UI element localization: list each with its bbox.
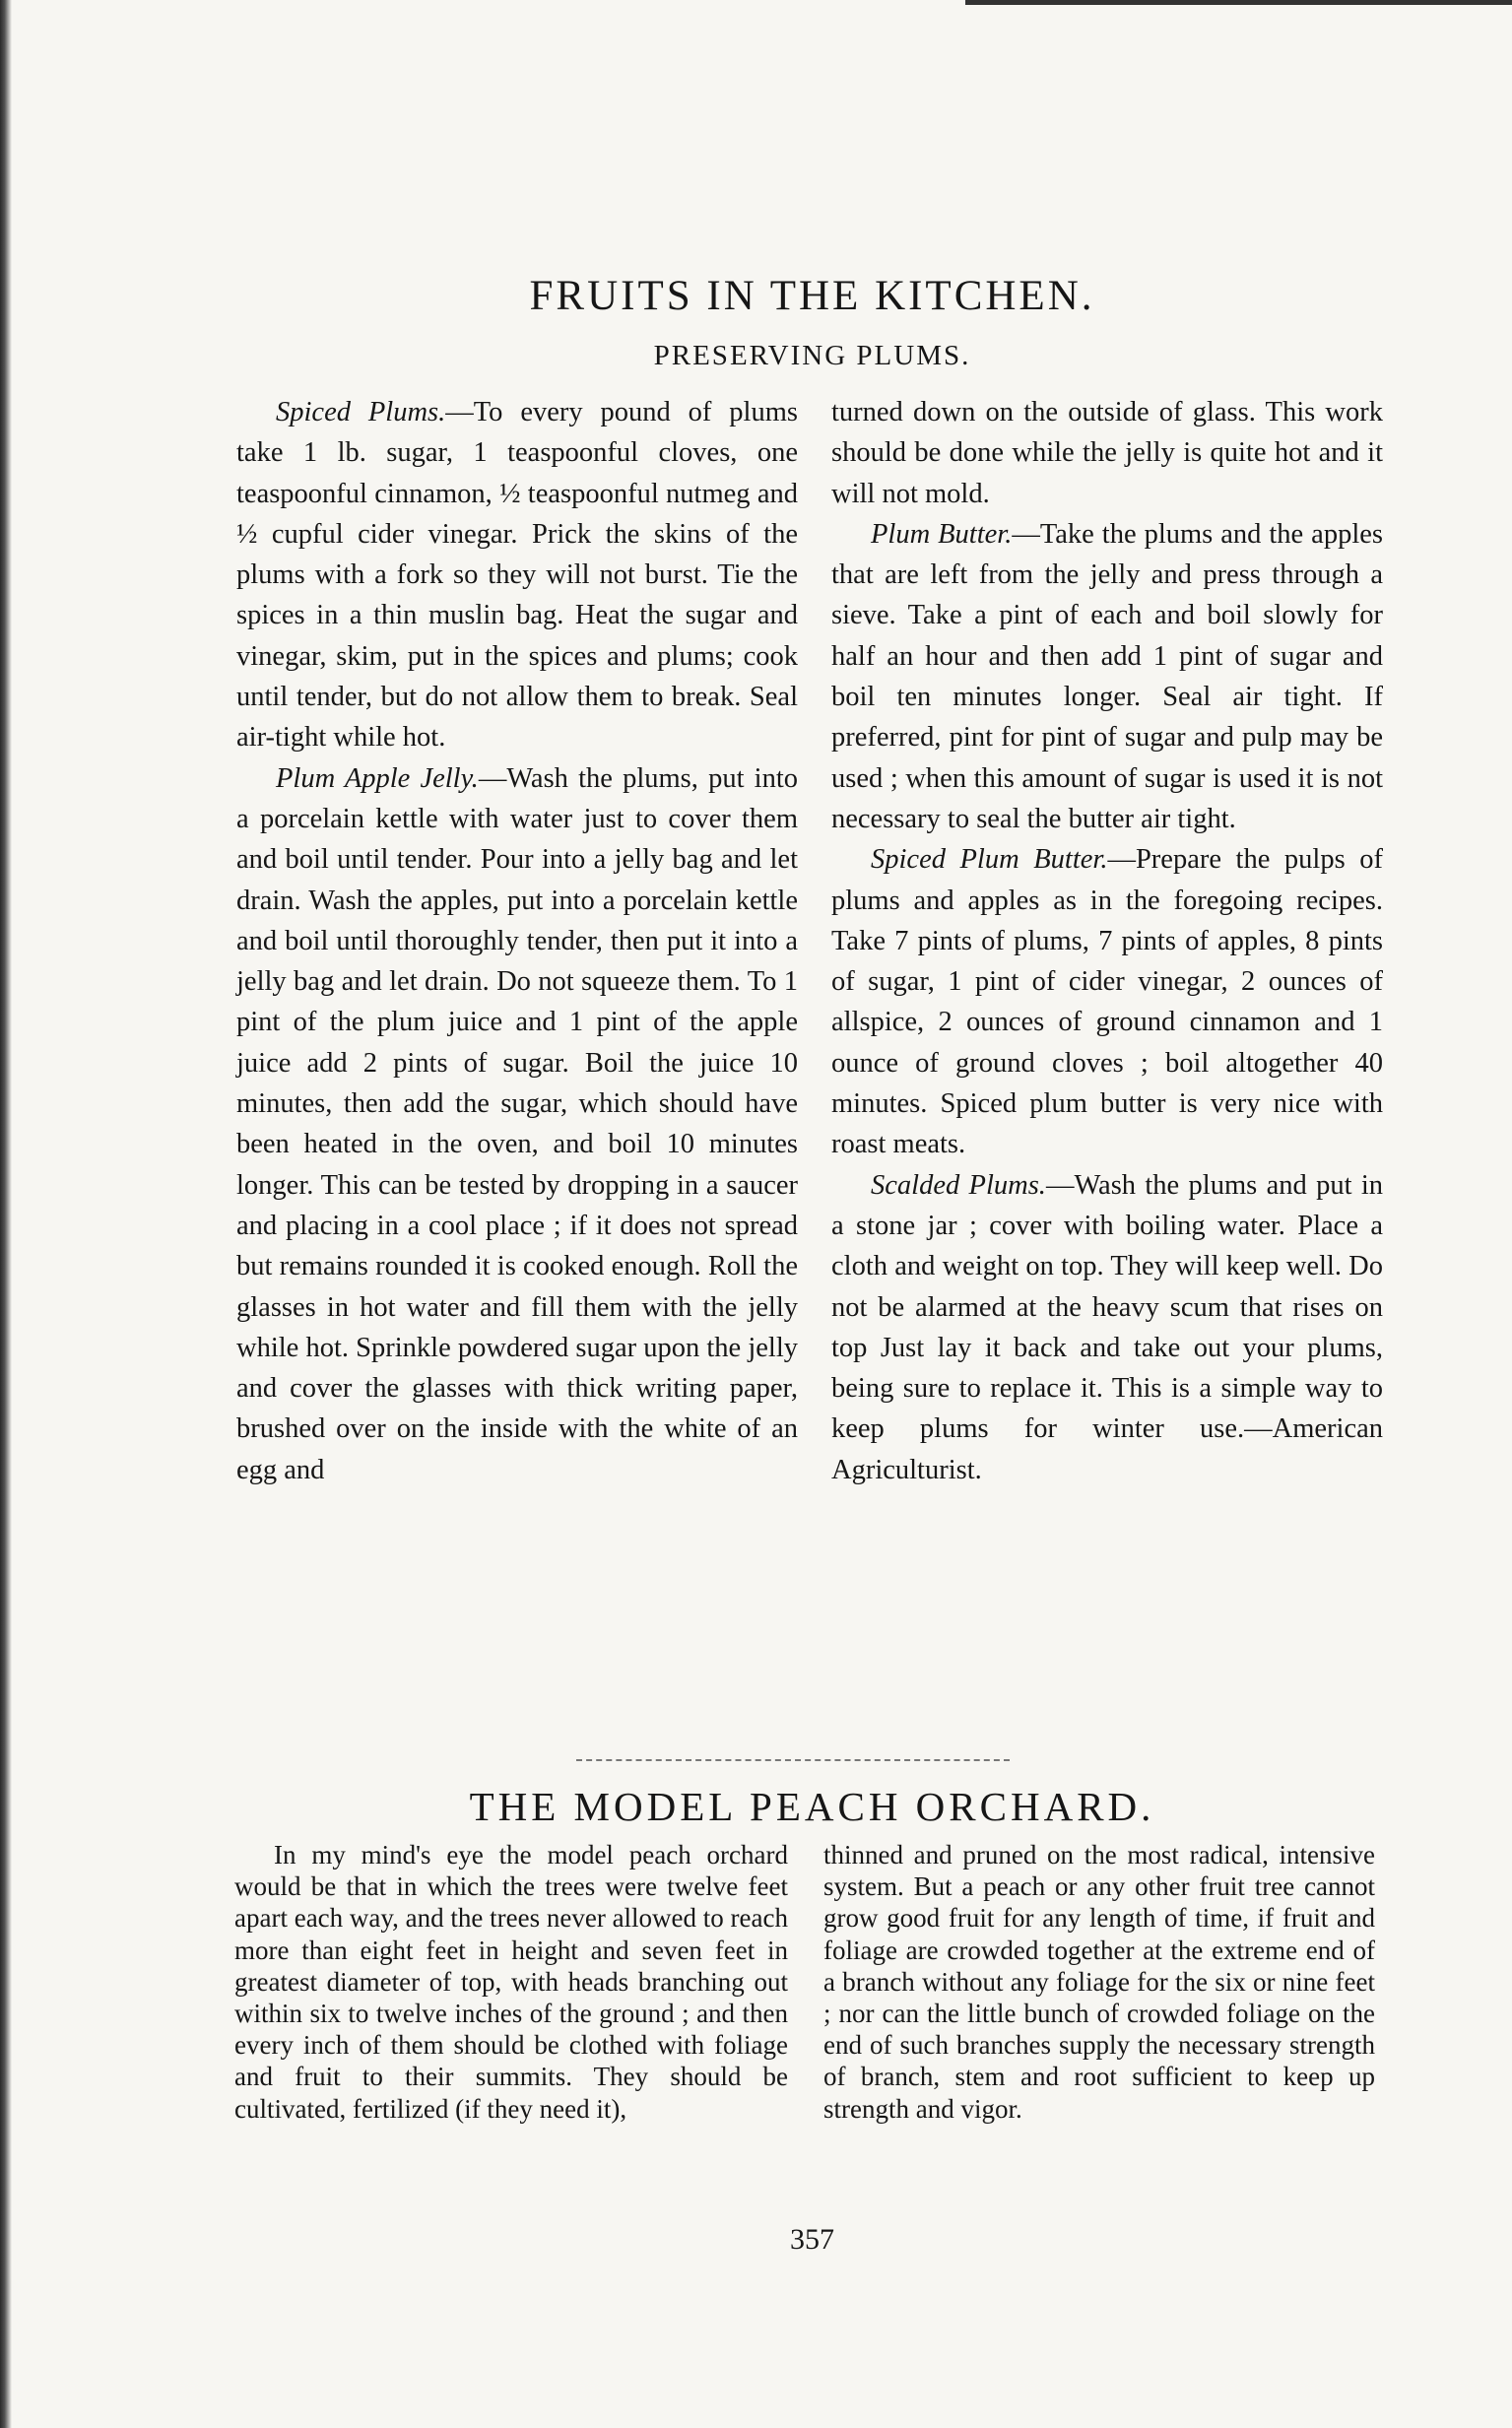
article-paragraph: thinned and pruned on the most radical, intensive system. But a peach or any other fruit tree cannot grow good fruit for any length of time, if fruit and foliage are crowded together at the extreme end of a branch without any foliage for the six or nine feet ; nor can the little bunch of crowded foliage on the end of such branches supply the necessary strength of branch, stem and root sufficient to keep up strength and vigor. xyxy=(823,1840,1375,2124)
scan-edge-left xyxy=(0,0,12,2428)
section-divider xyxy=(576,1759,1010,1761)
article-title-peach-orchard: THE MODEL PEACH ORCHARD. xyxy=(469,1784,1155,1829)
recipe-text: —Take the plums and the apples that are left from the jelly and press through a sieve. Take a pint of each and boil slowly for half an hour and then add 1 pint of sugar and boil ten minutes longer. Seal air tight. If preferred, pint for pint of sugar and pulp may be used ; when this amount of sugar is used it is not necessary to seal the butter air tight. xyxy=(831,518,1383,834)
article1-column-right xyxy=(831,392,1383,1490)
recipe-plum-butter xyxy=(831,514,1383,839)
page-number: 357 xyxy=(790,2223,834,2256)
article-paragraph: In my mind's eye the model peach orchard would be that in which the trees were twelve feet apart each way, and the trees never allowed to reach more than eight feet in height and seven feet in greatest diameter of top, with heads branching out within six to twelve inches of the ground ; and then every inch of them should be clothed with foliage and fruit to their summits. They should be cultivated, fertilized (if they need it), xyxy=(234,1840,788,2124)
recipe-plum-apple-jelly xyxy=(236,758,798,1490)
recipe-heading: Plum Butter. xyxy=(871,518,1013,550)
article-title-fruits: FRUITS IN THE KITCHEN. xyxy=(529,273,1095,319)
recipe-heading: Plum Apple Jelly. xyxy=(276,762,479,794)
recipe-spiced-plums xyxy=(236,392,798,758)
recipe-heading: Scalded Plums. xyxy=(871,1169,1046,1201)
recipe-continuation: turned down on the outside of glass. This work should be done while the jelly is quite hot and it will not mold. xyxy=(831,397,1383,509)
article-subtitle-preserving: PRESERVING PLUMS. xyxy=(653,340,971,371)
article1-column-left xyxy=(236,392,798,1490)
recipe-text: —To every pound of plums take 1 lb. sugar, 1 teaspoonful cloves, one teaspoonful cinnamon, ½ teaspoonful nutmeg and ½ cupful cider vinegar. Prick the skins of the plums with a fork so they will not burst. Tie the spices in a thin muslin bag. Heat the sugar and vinegar, skim, put in the spices and plums; cook until tender, but do not allow them to break. Seal air-tight while hot. xyxy=(236,397,798,754)
recipe-scalded-plums xyxy=(831,1165,1383,1490)
article2-column-right xyxy=(823,1839,1375,2125)
recipe-text: —Wash the plums, put into a porcelain kettle with water just to cover them and boil until tender. Pour into a jelly bag and let drain. Wash the apples, put into a porcelain kettle and boil until thoroughly tender, then put it into a jelly bag and let drain. Do not squeeze them. To 1 pint of the plum juice and 1 pint of the apple juice add 2 pints of sugar. Boil the juice 10 minutes, then add the sugar, which should have been heated in the oven, and boil 10 minutes longer. This can be tested by dropping in a saucer and placing in a cool place ; if it does not spread but remains rounded it is cooked enough. Roll the glasses in hot water and fill them with the jelly while hot. Sprinkle powdered sugar upon the jelly and cover the glasses with thick writing paper, brushed over on the inside with the white of an egg and xyxy=(236,762,798,1485)
recipe-text: —Wash the plums and put in a stone jar ; cover with boiling water. Place a cloth and weight on top. They will keep well. Do not be alarmed at the heavy scum that rises on top Just lay it back and take out your plums, being sure to replace it. This is a simple way to keep plums for winter use.—American Agriculturist. xyxy=(831,1169,1383,1485)
scan-edge-top xyxy=(965,0,1512,5)
recipe-heading: Spiced Plum Butter. xyxy=(871,844,1108,876)
article2-column-left xyxy=(234,1839,788,2125)
recipe-spiced-plum-butter xyxy=(831,839,1383,1164)
recipe-heading: Spiced Plums. xyxy=(276,397,446,427)
recipe-text: —Prepare the pulps of plums and apples as in the foregoing recipes. Take 7 pints of plums, 7 pints of apples, 8 pints of sugar, 1 pint of cider vinegar, 2 ounces of allspice, 2 ounces of ground cinnamon and 1 ounce of ground cloves ; boil altogether 40 minutes. Spiced plum butter is very nice with roast meats. xyxy=(831,844,1383,1160)
